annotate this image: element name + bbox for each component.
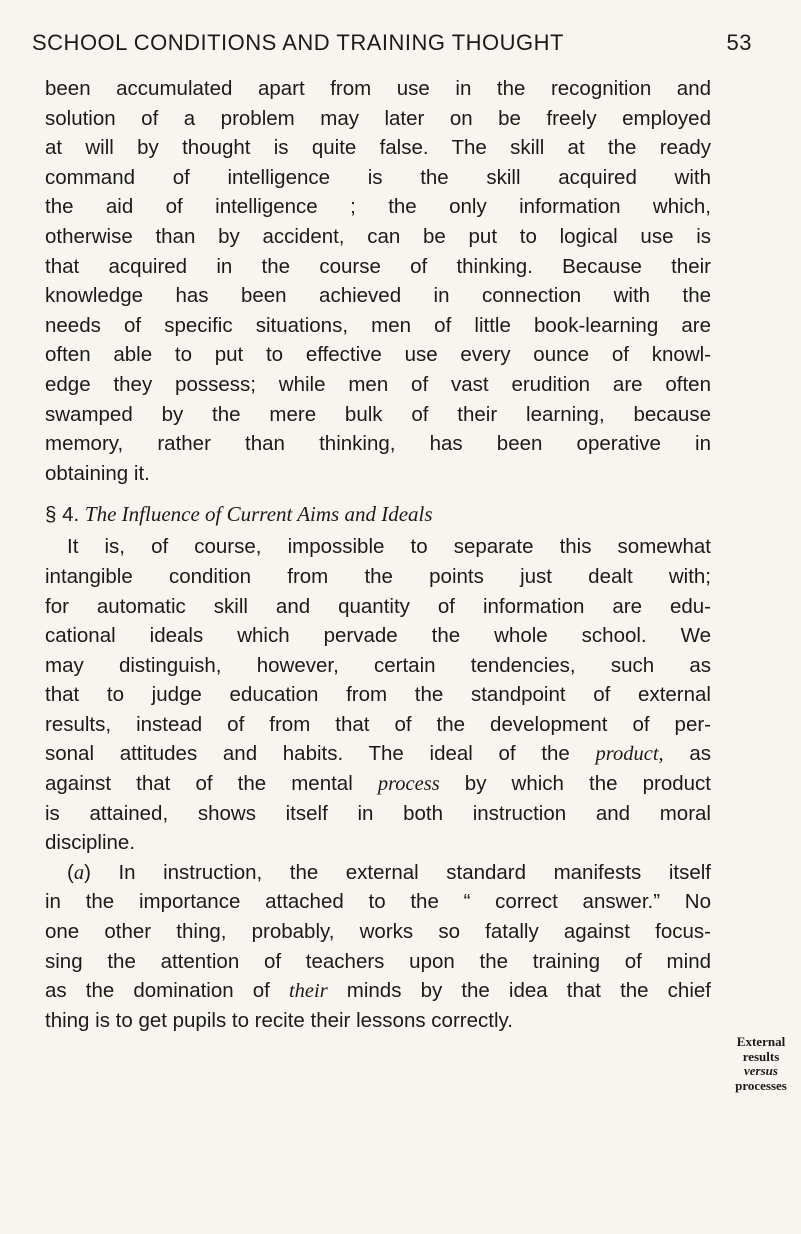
- text-line: that acquired in the course of thinking. Because their: [45, 254, 711, 278]
- text-line: is attained, shows itself in both instruction and moral: [45, 801, 711, 825]
- text-line: one other thing, probably, works so fatally against focus-: [45, 920, 711, 944]
- text-line: obtaining it.: [45, 461, 150, 485]
- text-line: that to judge education from the standpoint of external: [45, 683, 711, 707]
- text-line: results, instead of from that of the development of per-: [45, 712, 711, 736]
- text-line: may distinguish, however, certain tendencies, such as: [45, 653, 711, 677]
- section-title: The Influence of Current Aims and Ideals: [84, 502, 433, 527]
- spacer: [45, 488, 711, 496]
- emphasis: process: [377, 773, 440, 796]
- text-line: edge they possess; while men of vast erudition are often: [45, 372, 711, 396]
- text-line: memory, rather than thinking, has been operative in: [45, 432, 711, 456]
- text-run: against that of the mental: [45, 772, 378, 796]
- running-title: SCHOOL CONDITIONS AND TRAINING THOUGHT: [32, 30, 564, 55]
- text-run: as the domination of: [45, 979, 289, 1003]
- text-line: at will by thought is quite false. The skill at the ready: [45, 136, 711, 160]
- text-line: [45, 858, 711, 888]
- text-run: ) In instruction, the external standard manifests itself: [84, 860, 711, 884]
- text-run: (: [67, 860, 74, 884]
- emphasis: product,: [595, 743, 664, 766]
- running-header: [32, 30, 752, 60]
- section-number: § 4.: [45, 503, 80, 527]
- text-run: by which the product: [439, 772, 711, 796]
- text-run: as: [663, 742, 711, 766]
- text-line: [45, 739, 711, 769]
- text-line: thing is to get pupils to recite their lessons correctly.: [45, 1008, 513, 1032]
- text-line: [45, 769, 711, 799]
- paragraph-2: [45, 532, 711, 858]
- text-line: cational ideals which pervade the whole school. We: [45, 624, 711, 648]
- text-line: discipline.: [45, 831, 136, 855]
- body-text: [45, 74, 711, 1035]
- text-line: sing the attention of teachers upon the training of mind: [45, 949, 711, 973]
- text-line: solution of a problem may later on be freely employed: [45, 106, 711, 130]
- text-line: for automatic skill and quantity of information are edu-: [45, 594, 711, 618]
- paragraph-1: [45, 74, 711, 488]
- emphasis: their: [288, 980, 328, 1003]
- section-heading: [45, 496, 711, 532]
- text-line: command of intelligence is the skill acquired with: [45, 165, 711, 189]
- text-line: been accumulated apart from use in the recognition and: [45, 77, 711, 100]
- text-line: knowledge has been achieved in connection with the: [45, 284, 711, 308]
- text-line: [45, 976, 711, 1006]
- text-line: needs of specific situations, men of little book-learning are: [45, 313, 711, 337]
- margin-note-line: processes: [735, 1077, 787, 1093]
- text-line: the aid of intelligence ; the only information which,: [45, 195, 711, 219]
- text-line: otherwise than by accident, can be put to logical use is: [45, 224, 711, 248]
- text-run: sonal attitudes and habits. The ideal of the: [45, 742, 596, 766]
- text-run: minds by the idea that the chief: [327, 979, 711, 1003]
- text-line: swamped by the mere bulk of their learning, because: [45, 402, 711, 426]
- text-line: often able to put to effective use every ounce of knowl-: [45, 343, 711, 367]
- text-line: in the importance attached to the “ correct answer.” No: [45, 890, 711, 914]
- page-number: 53: [726, 30, 752, 55]
- text-line: It is, of course, impossible to separate this somewhat: [67, 535, 711, 559]
- margin-note-line: versus: [744, 1063, 778, 1078]
- paragraph-3: [45, 858, 711, 1036]
- margin-note: [722, 1035, 800, 1093]
- margin-note-line: External: [736, 1034, 786, 1049]
- emphasis: a: [73, 861, 85, 884]
- margin-note-line: results: [742, 1048, 780, 1064]
- text-line: intangible condition from the points just dealt with;: [45, 564, 711, 588]
